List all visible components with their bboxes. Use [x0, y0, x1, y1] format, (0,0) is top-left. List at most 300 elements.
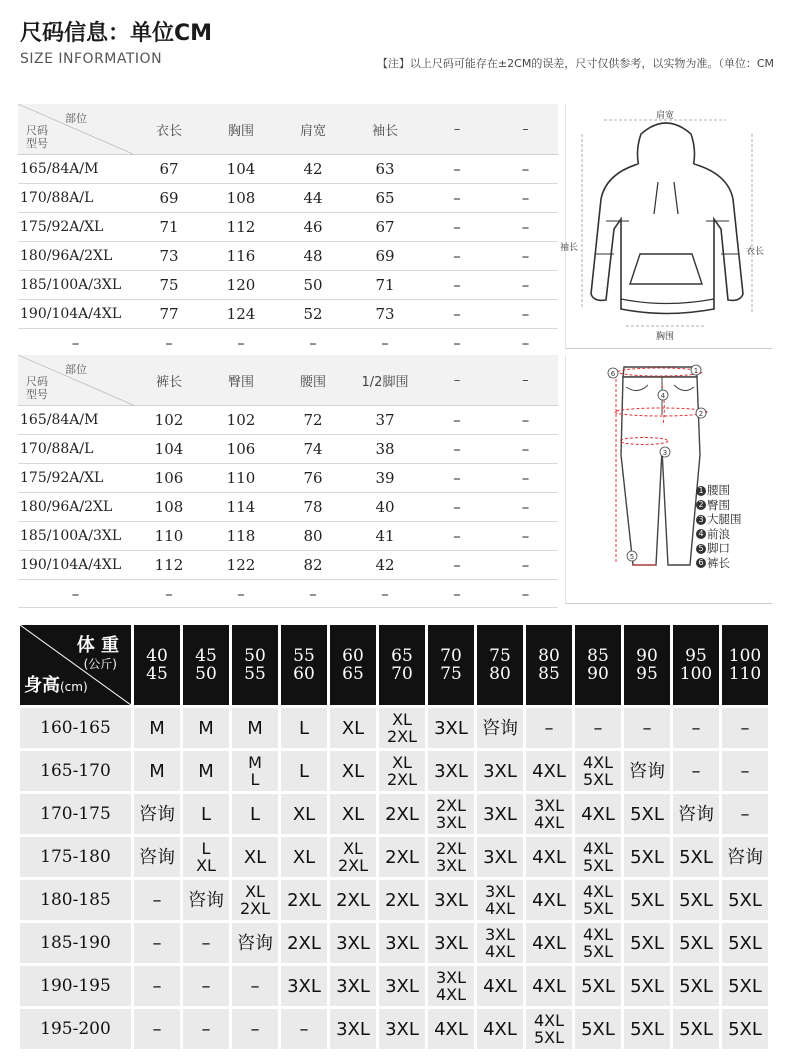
height-range-cell: 190-195	[20, 966, 131, 1006]
size-value: 5XL	[679, 846, 713, 868]
table-row	[18, 242, 558, 271]
size-value: M	[247, 717, 263, 739]
size-value: 4XL	[582, 753, 614, 772]
size-recommendation-cell	[232, 837, 278, 877]
page-title: 尺码信息：单位CM	[20, 21, 213, 46]
size-recommendation-cell	[134, 751, 180, 791]
value-cell: –	[349, 580, 421, 608]
size-recommendation-cell	[428, 1009, 474, 1049]
value-cell: –	[421, 435, 493, 464]
size-value: 4XL	[532, 975, 566, 997]
size-recommendation-cell	[330, 837, 376, 877]
chart-row	[20, 966, 768, 1006]
top-size-table	[18, 104, 558, 357]
size-value: 5XL	[630, 846, 664, 868]
size-value: XL	[292, 803, 316, 825]
page-subtitle: SIZE INFORMATION	[20, 51, 163, 67]
size-recommendation-cell	[183, 751, 229, 791]
corner-bottom-line: 尺码	[26, 375, 48, 388]
size-recommendation-cell	[134, 794, 180, 834]
size-cell: 180/96A/2XL	[18, 242, 133, 271]
height-range-cell: 165-170	[20, 751, 131, 791]
table-row	[18, 464, 558, 493]
size-value: –	[740, 760, 750, 782]
value-cell: –	[493, 213, 558, 242]
size-recommendation-cell	[183, 880, 229, 920]
size-recommendation-cell	[477, 837, 523, 877]
value-cell: 41	[349, 522, 421, 551]
pants-legend	[696, 483, 742, 570]
column-header: –	[493, 104, 558, 155]
measurement-note: 【注】以上尺码可能存在±2CM的误差，尺寸仅供参考，以实物为准。（单位：CM	[376, 57, 774, 70]
corner-bottom-line: 型号	[26, 388, 48, 401]
legend-number: 1	[696, 486, 706, 496]
column-header: 胸围	[205, 104, 277, 155]
size-recommendation-cell	[281, 708, 327, 748]
value-cell: –	[493, 329, 558, 357]
size-recommendation-cell	[183, 1009, 229, 1049]
size-recommendation-cell	[330, 794, 376, 834]
value-cell: 65	[349, 184, 421, 213]
column-header: 1/2脚围	[349, 355, 421, 406]
size-value: 3XL	[533, 796, 565, 815]
size-value: 3XL	[435, 968, 467, 987]
size-value: –	[152, 932, 162, 954]
value-cell: –	[493, 155, 558, 184]
chart-row	[20, 923, 768, 963]
value-cell: 78	[277, 493, 349, 522]
size-recommendation-cell	[477, 1009, 523, 1049]
column-header: 裤长	[133, 355, 205, 406]
legend-item	[696, 556, 742, 571]
size-value: 3XL	[434, 717, 468, 739]
value-cell: 120	[205, 271, 277, 300]
size-value: XL	[292, 846, 316, 868]
weight-range-header	[624, 625, 670, 705]
weight-range-header	[575, 625, 621, 705]
size-value: 5XL	[582, 899, 614, 918]
size-value: 3XL	[434, 760, 468, 782]
size-value: 2XL	[287, 889, 321, 911]
value-cell: –	[421, 329, 493, 357]
weight-value: 40	[146, 646, 168, 666]
sleeve-label: 袖长	[560, 243, 579, 253]
size-value: 3XL	[434, 889, 468, 911]
size-value: 5XL	[728, 975, 762, 997]
size-value: XL	[196, 856, 216, 875]
size-value: 4XL	[483, 975, 517, 997]
size-value: 3XL	[435, 813, 467, 832]
size-recommendation-cell	[526, 880, 572, 920]
chart-row	[20, 708, 768, 748]
value-cell: –	[493, 551, 558, 580]
weight-range-header	[477, 625, 523, 705]
size-recommendation-cell	[330, 880, 376, 920]
size-value: M	[198, 760, 214, 782]
size-value: L	[200, 803, 212, 825]
corner-top-label: 部位	[65, 363, 87, 376]
size-value: –	[152, 1018, 162, 1040]
value-cell: 106	[205, 435, 277, 464]
value-cell: 39	[349, 464, 421, 493]
size-recommendation-cell	[232, 1009, 278, 1049]
size-recommendation-cell	[722, 794, 768, 834]
weight-range-header	[232, 625, 278, 705]
size-recommendation-cell	[281, 751, 327, 791]
value-cell: 108	[133, 493, 205, 522]
value-cell: –	[493, 242, 558, 271]
column-header: 腰围	[277, 355, 349, 406]
size-recommendation-cell	[673, 837, 719, 877]
size-value: 4XL	[582, 882, 614, 901]
size-recommendation-cell	[575, 1009, 621, 1049]
weight-value: 45	[146, 664, 168, 684]
pants-diagram	[565, 355, 772, 604]
size-recommendation-cell	[134, 923, 180, 963]
column-header: –	[421, 355, 493, 406]
size-value: XL	[343, 839, 363, 858]
size-value: 3XL	[483, 846, 517, 868]
size-recommendation-cell	[232, 794, 278, 834]
size-value: 5XL	[679, 889, 713, 911]
size-recommendation-cell	[134, 880, 180, 920]
size-recommendation-cell	[428, 837, 474, 877]
size-recommendation-cell	[134, 966, 180, 1006]
size-value: L	[249, 803, 261, 825]
size-recommendation-cell	[624, 880, 670, 920]
size-recommendation-cell	[134, 708, 180, 748]
size-recommendation-cell	[281, 1009, 327, 1049]
value-cell: 110	[205, 464, 277, 493]
size-recommendation-cell	[624, 966, 670, 1006]
size-value: 4XL	[582, 925, 614, 944]
value-cell: 38	[349, 435, 421, 464]
value-cell: 63	[349, 155, 421, 184]
size-value: 5XL	[582, 856, 614, 875]
value-cell: 122	[205, 551, 277, 580]
value-cell: –	[421, 242, 493, 271]
corner-bottom-label	[26, 375, 48, 401]
value-cell: 75	[133, 271, 205, 300]
size-recommendation-cell	[379, 794, 425, 834]
size-value: –	[740, 803, 750, 825]
height-range-cell: 175-180	[20, 837, 131, 877]
weight-value: 90	[587, 664, 609, 684]
table-row	[18, 435, 558, 464]
value-cell: 46	[277, 213, 349, 242]
weight-value: 50	[244, 646, 266, 666]
size-recommendation-cell	[477, 966, 523, 1006]
size-value: XL	[341, 803, 365, 825]
svg-text:6: 6	[610, 370, 616, 378]
size-cell: 190/104A/4XL	[18, 551, 133, 580]
value-cell: –	[493, 300, 558, 329]
size-recommendation-cell	[379, 880, 425, 920]
weight-value: 65	[342, 664, 364, 684]
size-value: –	[250, 1018, 260, 1040]
size-value: 5XL	[582, 770, 614, 789]
value-cell: 42	[349, 551, 421, 580]
value-cell: –	[493, 464, 558, 493]
value-cell: –	[421, 551, 493, 580]
size-value: 4XL	[532, 846, 566, 868]
corner-bottom-line: 型号	[26, 137, 48, 150]
size-recommendation-cell	[624, 751, 670, 791]
weight-value: 50	[195, 664, 217, 684]
size-value: L	[298, 717, 310, 739]
size-value: 4XL	[532, 889, 566, 911]
weight-value: 95	[685, 646, 707, 666]
svg-text:4: 4	[660, 392, 666, 400]
weight-range-header	[379, 625, 425, 705]
size-value: –	[544, 717, 554, 739]
value-cell: 82	[277, 551, 349, 580]
legend-label: 裤长	[707, 555, 730, 570]
size-value: –	[299, 1018, 309, 1040]
value-cell: –	[421, 406, 493, 435]
legend-number: 4	[696, 529, 706, 539]
size-recommendation-cell	[477, 708, 523, 748]
weight-value: 60	[342, 646, 364, 666]
size-value: –	[691, 717, 701, 739]
chart-row	[20, 837, 768, 877]
size-value: 2XL	[385, 803, 419, 825]
size-value: 2XL	[287, 932, 321, 954]
legend-number: 5	[696, 544, 706, 554]
size-value: –	[201, 932, 211, 954]
size-value: 5XL	[630, 975, 664, 997]
size-value: M	[149, 760, 165, 782]
size-value: 咨询	[188, 889, 224, 911]
size-value: M	[149, 717, 165, 739]
size-recommendation-cell	[526, 966, 572, 1006]
size-value: –	[201, 975, 211, 997]
weight-value: 60	[293, 664, 315, 684]
size-recommendation-cell	[134, 1009, 180, 1049]
legend-item	[696, 498, 742, 513]
size-recommendation-cell	[428, 751, 474, 791]
value-cell: –	[493, 522, 558, 551]
value-cell: –	[421, 522, 493, 551]
size-value: 5XL	[630, 932, 664, 954]
value-cell: 80	[277, 522, 349, 551]
size-recommendation-cell	[722, 1009, 768, 1049]
weight-range-header	[183, 625, 229, 705]
size-value: 咨询	[237, 932, 273, 954]
value-cell: 73	[349, 300, 421, 329]
chart-corner-cell	[20, 625, 131, 705]
size-value: 5XL	[728, 1018, 762, 1040]
size-value: 2XL	[336, 889, 370, 911]
size-value: 4XL	[484, 899, 516, 918]
size-value: XL	[392, 753, 412, 772]
size-recommendation-cell	[330, 708, 376, 748]
size-recommendation-cell	[526, 1009, 572, 1049]
value-cell: –	[493, 580, 558, 608]
legend-item	[696, 541, 742, 556]
size-value: 4XL	[582, 839, 614, 858]
size-value: 5XL	[581, 1018, 615, 1040]
size-recommendation-cell	[722, 751, 768, 791]
value-cell: 69	[349, 242, 421, 271]
size-recommendation-cell	[624, 923, 670, 963]
value-cell: –	[421, 464, 493, 493]
corner-bottom-line: 尺码	[26, 124, 48, 137]
size-value: 3XL	[336, 975, 370, 997]
table-row	[18, 580, 558, 608]
size-recommendation-cell	[624, 794, 670, 834]
weight-range-header	[281, 625, 327, 705]
size-recommendation-cell	[575, 966, 621, 1006]
value-cell: 114	[205, 493, 277, 522]
chart-row	[20, 794, 768, 834]
value-cell: –	[133, 329, 205, 357]
size-cell: 170/88A/L	[18, 184, 133, 213]
bottom-size-table	[18, 355, 558, 608]
weight-range-header	[722, 625, 768, 705]
size-value: 2XL	[386, 727, 418, 746]
value-cell: 52	[277, 300, 349, 329]
size-value: 3XL	[385, 1018, 419, 1040]
size-recommendation-cell	[281, 923, 327, 963]
svg-text:3: 3	[662, 449, 668, 457]
height-range-cell: 185-190	[20, 923, 131, 963]
size-value: –	[201, 1018, 211, 1040]
size-value: 咨询	[629, 760, 665, 782]
value-cell: 106	[133, 464, 205, 493]
weight-value: 85	[587, 646, 609, 666]
size-value: –	[740, 717, 750, 739]
size-value: –	[152, 975, 162, 997]
size-recommendation-cell	[232, 966, 278, 1006]
size-value: 5XL	[630, 1018, 664, 1040]
size-recommendation-cell	[477, 880, 523, 920]
size-recommendation-cell	[526, 751, 572, 791]
table-row	[18, 406, 558, 435]
weight-value: 70	[391, 664, 413, 684]
value-cell: 104	[133, 435, 205, 464]
size-recommendation-cell	[379, 708, 425, 748]
column-header: 臀围	[205, 355, 277, 406]
size-value: 2XL	[239, 899, 271, 918]
size-value: 5XL	[679, 975, 713, 997]
size-cell: 190/104A/4XL	[18, 300, 133, 329]
size-value: 5XL	[728, 889, 762, 911]
weight-range-header	[526, 625, 572, 705]
size-value: 4XL	[581, 803, 615, 825]
size-value: –	[691, 760, 701, 782]
size-value: 3XL	[483, 803, 517, 825]
value-cell: –	[205, 329, 277, 357]
value-cell: 116	[205, 242, 277, 271]
size-value: 5XL	[533, 1028, 565, 1047]
table-row	[18, 271, 558, 300]
size-recommendation-cell	[183, 966, 229, 1006]
size-recommendation-cell	[575, 794, 621, 834]
header-row	[18, 355, 558, 406]
value-cell: –	[349, 329, 421, 357]
size-recommendation-cell	[379, 966, 425, 1006]
column-header: –	[421, 104, 493, 155]
size-value: 4XL	[533, 1011, 565, 1030]
weight-value: 80	[489, 664, 511, 684]
size-value: 2XL	[435, 839, 467, 858]
size-value: 4XL	[434, 1018, 468, 1040]
size-recommendation-cell	[379, 923, 425, 963]
size-value: 5XL	[630, 889, 664, 911]
size-cell: –	[18, 580, 133, 608]
legend-number: 3	[696, 515, 706, 525]
size-value: 4XL	[532, 760, 566, 782]
size-value: 3XL	[484, 882, 516, 901]
weight-range-header	[330, 625, 376, 705]
height-unit: (cm)	[60, 680, 88, 694]
height-range-cell: 180-185	[20, 880, 131, 920]
value-cell: –	[493, 184, 558, 213]
size-recommendation-cell	[722, 880, 768, 920]
column-header: 袖长	[349, 104, 421, 155]
size-value: L	[250, 770, 260, 789]
value-cell: –	[421, 213, 493, 242]
value-cell: 112	[133, 551, 205, 580]
size-recommendation-cell	[575, 751, 621, 791]
size-cell: 175/92A/XL	[18, 213, 133, 242]
size-recommendation-cell	[134, 837, 180, 877]
length-label: 衣长	[746, 247, 765, 257]
size-value: 2XL	[386, 770, 418, 789]
weight-value: 80	[538, 646, 560, 666]
size-value: 4XL	[435, 985, 467, 1004]
value-cell: 69	[133, 184, 205, 213]
value-cell: 108	[205, 184, 277, 213]
size-recommendation-cell	[477, 794, 523, 834]
value-cell: –	[133, 580, 205, 608]
size-recommendation-cell	[673, 923, 719, 963]
height-range-cell: 160-165	[20, 708, 131, 748]
legend-number: 6	[696, 558, 706, 568]
size-value: XL	[392, 710, 412, 729]
weight-range-header	[673, 625, 719, 705]
size-recommendation-cell	[526, 794, 572, 834]
size-value: M	[198, 717, 214, 739]
height-label: 身高(cm)	[24, 675, 88, 696]
table-row	[18, 184, 558, 213]
weight-value: 75	[489, 646, 511, 666]
value-cell: 74	[277, 435, 349, 464]
value-cell: 71	[133, 213, 205, 242]
svg-text:1: 1	[693, 367, 699, 375]
size-fit-chart	[17, 622, 771, 1052]
size-recommendation-cell	[428, 794, 474, 834]
value-cell: 102	[133, 406, 205, 435]
size-value: 4XL	[532, 932, 566, 954]
value-cell: –	[493, 406, 558, 435]
size-value: 4XL	[533, 813, 565, 832]
value-cell: 48	[277, 242, 349, 271]
size-value: XL	[341, 717, 365, 739]
size-value: L	[201, 839, 211, 858]
size-recommendation-cell	[722, 966, 768, 1006]
size-cell: 170/88A/L	[18, 435, 133, 464]
size-cell: 165/84A/M	[18, 155, 133, 184]
size-recommendation-cell	[281, 966, 327, 1006]
corner-cell	[18, 355, 133, 406]
corner-top-label: 部位	[65, 112, 87, 125]
value-cell: 71	[349, 271, 421, 300]
size-cell: 185/100A/3XL	[18, 271, 133, 300]
size-recommendation-cell	[575, 708, 621, 748]
weight-label: 体 重	[76, 635, 119, 656]
